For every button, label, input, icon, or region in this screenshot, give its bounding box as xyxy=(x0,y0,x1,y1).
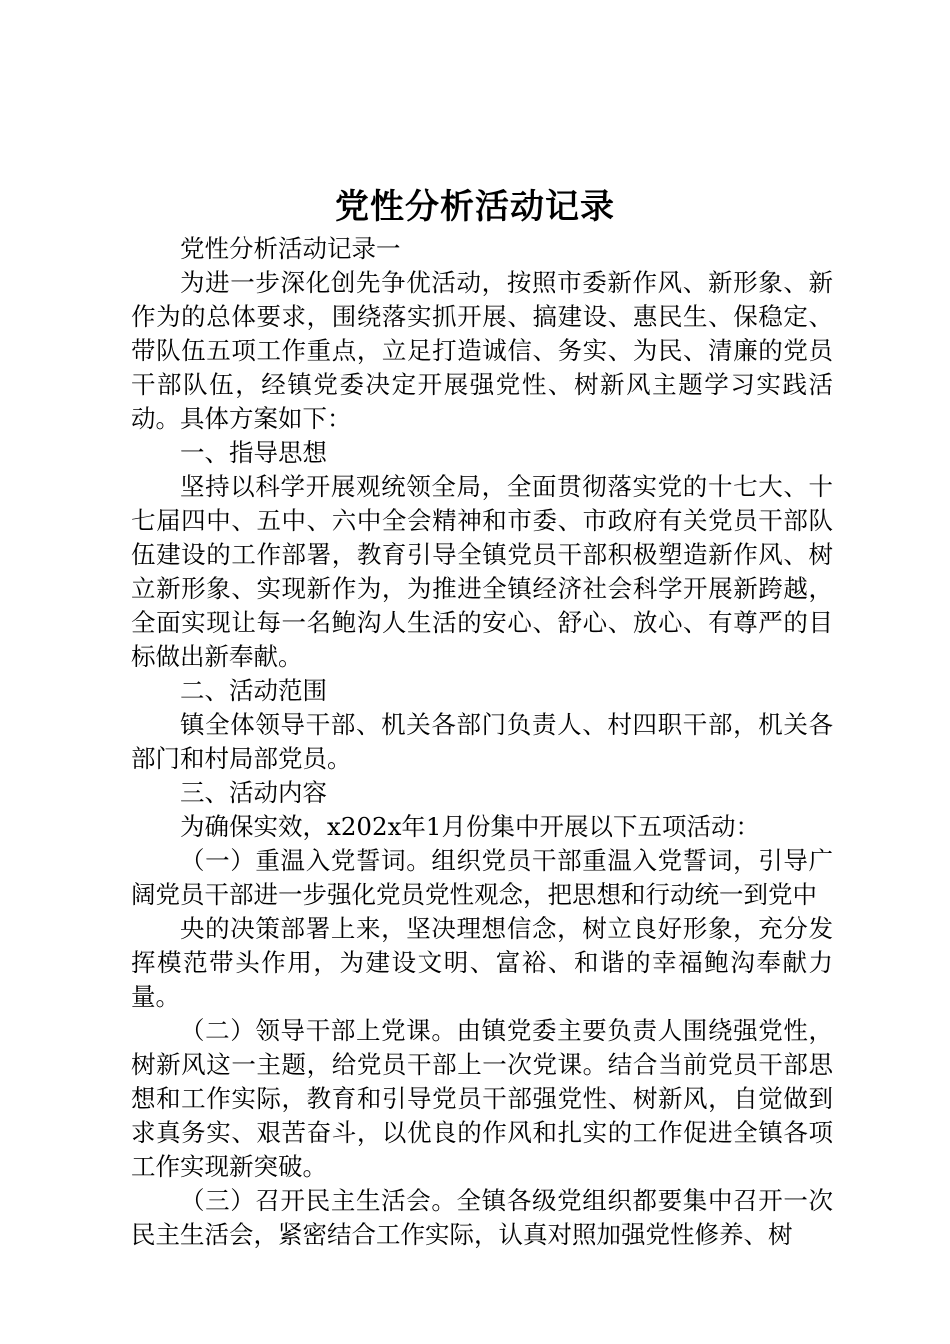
document-title: 党性分析活动记录 xyxy=(335,187,615,227)
paragraph: 央的决策部署上来，坚决理想信念，树立良好形象，充分发挥模范带头作用，为建设文明、富裕、和谐的幸福鲍沟奉献力量。 xyxy=(131,914,833,1011)
section-heading: 一、指导思想 xyxy=(180,438,327,467)
paragraph: 为确保实效，x202x年1月份集中开展以下五项活动： xyxy=(180,812,760,841)
paragraph: 镇全体领导干部、机关各部门负责人、村四职干部，机关各部门和村局部党员。 xyxy=(131,710,833,773)
paragraph: （三）召开民主生活会。全镇各级党组织都要集中召开一次民主生活会，紧密结合工作实际，认真对照加强党性修养、树 xyxy=(131,1186,833,1249)
paragraph: 坚持以科学开展观统领全局，全面贯彻落实党的十七大、十七届四中、五中、六中全会精神和市委、市政府有关党员干部队伍建设的工作部署，教育引导全镇党员干部积极塑造新作风、树立新形象、实现新作为，为推进全镇经济社会科学开展新跨越，全面实现让每一名鲍沟人生活的安心、舒心、放心、有尊严的目标做出新奉献。 xyxy=(131,472,833,671)
document-body xyxy=(131,232,833,1252)
paragraph: （二）领导干部上党课。由镇党委主要负责人围绕强党性，树新风这一主题，给党员干部上一次党课。结合当前党员干部思想和工作实际，教育和引导党员干部强党性、树新风，自觉做到求真务实、艰苦奋斗，以优良的作风和扎实的工作促进全镇各项工作实现新突破。 xyxy=(131,1016,833,1181)
section-heading: 二、活动范围 xyxy=(180,676,327,705)
paragraph: （一）重温入党誓词。组织党员干部重温入党誓词，引导广阔党员干部进一步强化党员党性观念，把思想和行动统一到党中 xyxy=(131,846,833,909)
paragraph: 为进一步深化创先争优活动，按照市委新作风、新形象、新作为的总体要求，围绕落实抓开展、搞建设、惠民生、保稳定、带队伍五项工作重点，立足打造诚信、务实、为民、清廉的党员干部队伍，经镇党委决定开展强党性、树新风主题学习实践活动。具体方案如下： xyxy=(131,268,833,433)
section-heading: 三、活动内容 xyxy=(180,778,327,807)
paragraph: 党性分析活动记录一 xyxy=(180,234,401,263)
